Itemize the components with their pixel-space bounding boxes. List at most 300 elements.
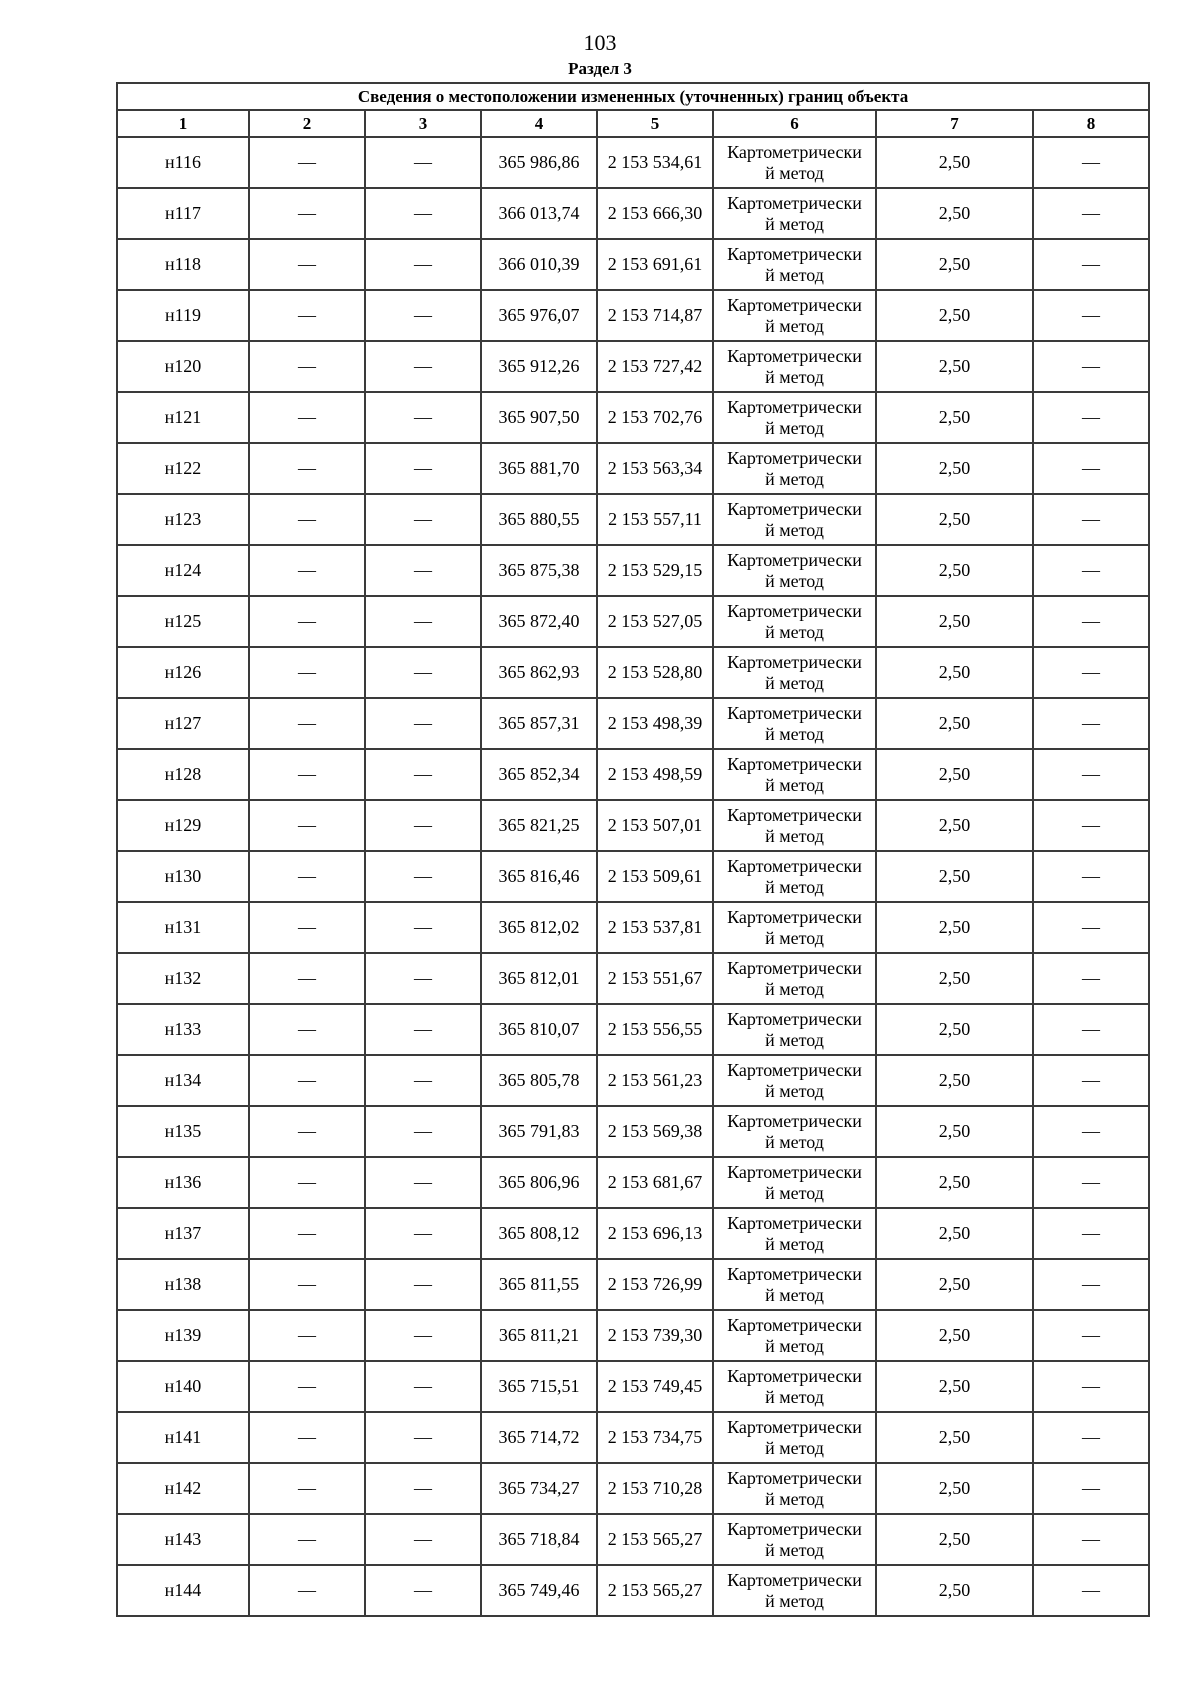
method-line-1: Картометрически — [727, 345, 862, 366]
point-number-cell: н144 — [117, 1565, 249, 1616]
accuracy-cell: 2,50 — [876, 1208, 1033, 1259]
x-coordinate-cell: 365 812,01 — [481, 953, 597, 1004]
y-coordinate-cell: 2 153 528,80 — [597, 647, 713, 698]
y-coordinate-cell: 2 153 691,61 — [597, 239, 713, 290]
method-line-2: й метод — [765, 876, 824, 897]
method-cell — [713, 188, 876, 239]
method-line-2: й метод — [765, 1182, 824, 1203]
column-2-cell: — — [249, 290, 365, 341]
x-coordinate-cell: 365 875,38 — [481, 545, 597, 596]
column-8-cell: — — [1033, 290, 1149, 341]
method-line-1: Картометрически — [727, 1263, 862, 1284]
method-cell — [713, 1463, 876, 1514]
method-cell — [713, 1361, 876, 1412]
column-3-cell: — — [365, 596, 481, 647]
method-cell — [713, 1004, 876, 1055]
table-row — [117, 137, 1149, 188]
method-line-1: Картометрически — [727, 906, 862, 927]
column-2-cell: — — [249, 596, 365, 647]
method-line-2: й метод — [765, 825, 824, 846]
column-2-cell: — — [249, 443, 365, 494]
method-line-2: й метод — [765, 1437, 824, 1458]
method-line-2: й метод — [765, 978, 824, 999]
method-line-2: й метод — [765, 519, 824, 540]
accuracy-cell: 2,50 — [876, 1259, 1033, 1310]
method-line-1: Картометрически — [727, 447, 862, 468]
x-coordinate-cell: 365 812,02 — [481, 902, 597, 953]
column-3-cell: — — [365, 392, 481, 443]
column-2-cell: — — [249, 1004, 365, 1055]
method-cell — [713, 392, 876, 443]
column-8-cell: — — [1033, 1463, 1149, 1514]
x-coordinate-cell: 365 857,31 — [481, 698, 597, 749]
table-row — [117, 290, 1149, 341]
table-row — [117, 902, 1149, 953]
section-title: Раздел 3 — [568, 59, 632, 78]
accuracy-cell: 2,50 — [876, 494, 1033, 545]
point-number-cell: н140 — [117, 1361, 249, 1412]
method-cell — [713, 953, 876, 1004]
method-cell — [713, 1259, 876, 1310]
y-coordinate-cell: 2 153 498,59 — [597, 749, 713, 800]
column-8-cell: — — [1033, 545, 1149, 596]
column-8-cell: — — [1033, 800, 1149, 851]
method-line-1: Картометрически — [727, 804, 862, 825]
column-3-cell: — — [365, 1412, 481, 1463]
column-2-cell: — — [249, 137, 365, 188]
accuracy-cell: 2,50 — [876, 902, 1033, 953]
column-8-cell: — — [1033, 188, 1149, 239]
y-coordinate-cell: 2 153 557,11 — [597, 494, 713, 545]
accuracy-cell: 2,50 — [876, 239, 1033, 290]
method-cell — [713, 800, 876, 851]
table-row — [117, 392, 1149, 443]
point-number-cell: н122 — [117, 443, 249, 494]
column-8-cell: — — [1033, 1310, 1149, 1361]
x-coordinate-cell: 365 805,78 — [481, 1055, 597, 1106]
point-number-cell: н138 — [117, 1259, 249, 1310]
column-3-cell: — — [365, 749, 481, 800]
accuracy-cell: 2,50 — [876, 851, 1033, 902]
x-coordinate-cell: 365 734,27 — [481, 1463, 597, 1514]
method-cell — [713, 1106, 876, 1157]
method-line-2: й метод — [765, 927, 824, 948]
column-3-cell: — — [365, 647, 481, 698]
column-3-cell: — — [365, 1463, 481, 1514]
method-line-2: й метод — [765, 1590, 824, 1611]
y-coordinate-cell: 2 153 529,15 — [597, 545, 713, 596]
method-line-2: й метод — [765, 774, 824, 795]
method-cell — [713, 290, 876, 341]
method-line-1: Картометрически — [727, 243, 862, 264]
y-coordinate-cell: 2 153 527,05 — [597, 596, 713, 647]
column-3-cell: — — [365, 188, 481, 239]
x-coordinate-cell: 365 852,34 — [481, 749, 597, 800]
accuracy-cell: 2,50 — [876, 1310, 1033, 1361]
table-row — [117, 341, 1149, 392]
column-2-cell: — — [249, 392, 365, 443]
column-2-cell: — — [249, 698, 365, 749]
method-cell — [713, 137, 876, 188]
method-line-2: й метод — [765, 1539, 824, 1560]
method-line-1: Картометрически — [727, 1008, 862, 1029]
column-8-cell: — — [1033, 341, 1149, 392]
column-8-cell: — — [1033, 1259, 1149, 1310]
method-line-1: Картометрически — [727, 498, 862, 519]
point-number-cell: н124 — [117, 545, 249, 596]
y-coordinate-cell: 2 153 563,34 — [597, 443, 713, 494]
method-line-1: Картометрически — [727, 294, 862, 315]
point-number-cell: н137 — [117, 1208, 249, 1259]
accuracy-cell: 2,50 — [876, 1157, 1033, 1208]
method-line-2: й метод — [765, 1284, 824, 1305]
method-line-2: й метод — [765, 162, 824, 183]
point-number-cell: н126 — [117, 647, 249, 698]
point-number-cell: н141 — [117, 1412, 249, 1463]
column-8-cell: — — [1033, 494, 1149, 545]
x-coordinate-cell: 365 880,55 — [481, 494, 597, 545]
method-line-1: Картометрически — [727, 1365, 862, 1386]
point-number-cell: н136 — [117, 1157, 249, 1208]
table-row — [117, 1259, 1149, 1310]
point-number-cell: н142 — [117, 1463, 249, 1514]
column-2-cell: — — [249, 1106, 365, 1157]
column-header-8: 8 — [1033, 110, 1149, 137]
column-2-cell: — — [249, 1208, 365, 1259]
y-coordinate-cell: 2 153 696,13 — [597, 1208, 713, 1259]
column-2-cell: — — [249, 239, 365, 290]
point-number-cell: н128 — [117, 749, 249, 800]
column-8-cell: — — [1033, 392, 1149, 443]
column-3-cell: — — [365, 1106, 481, 1157]
method-line-2: й метод — [765, 417, 824, 438]
column-8-cell: — — [1033, 953, 1149, 1004]
column-2-cell: — — [249, 902, 365, 953]
method-line-2: й метод — [765, 1131, 824, 1152]
column-3-cell: — — [365, 1259, 481, 1310]
method-line-1: Картометрически — [727, 1518, 862, 1539]
table-row — [117, 1463, 1149, 1514]
method-cell — [713, 239, 876, 290]
column-3-cell: — — [365, 341, 481, 392]
point-number-cell: н132 — [117, 953, 249, 1004]
method-line-2: й метод — [765, 366, 824, 387]
method-line-1: Картометрически — [727, 1467, 862, 1488]
method-line-2: й метод — [765, 570, 824, 591]
x-coordinate-cell: 365 881,70 — [481, 443, 597, 494]
x-coordinate-cell: 365 791,83 — [481, 1106, 597, 1157]
method-line-1: Картометрически — [727, 1059, 862, 1080]
accuracy-cell: 2,50 — [876, 953, 1033, 1004]
table-row — [117, 1055, 1149, 1106]
table-row — [117, 1004, 1149, 1055]
method-line-1: Картометрически — [727, 957, 862, 978]
table-row — [117, 188, 1149, 239]
y-coordinate-cell: 2 153 710,28 — [597, 1463, 713, 1514]
point-number-cell: н125 — [117, 596, 249, 647]
method-line-1: Картометрически — [727, 651, 862, 672]
point-number-cell: н123 — [117, 494, 249, 545]
table-row — [117, 1412, 1149, 1463]
method-cell — [713, 596, 876, 647]
column-2-cell: — — [249, 1157, 365, 1208]
column-2-cell: — — [249, 800, 365, 851]
table-row — [117, 1208, 1149, 1259]
column-8-cell: — — [1033, 443, 1149, 494]
column-3-cell: — — [365, 443, 481, 494]
method-cell — [713, 494, 876, 545]
point-number-cell: н135 — [117, 1106, 249, 1157]
column-3-cell: — — [365, 1208, 481, 1259]
column-8-cell: — — [1033, 239, 1149, 290]
point-number-cell: н143 — [117, 1514, 249, 1565]
y-coordinate-cell: 2 153 561,23 — [597, 1055, 713, 1106]
table-row — [117, 1310, 1149, 1361]
table-row — [117, 749, 1149, 800]
point-number-cell: н116 — [117, 137, 249, 188]
accuracy-cell: 2,50 — [876, 1412, 1033, 1463]
accuracy-cell: 2,50 — [876, 545, 1033, 596]
column-2-cell: — — [249, 1361, 365, 1412]
point-number-cell: н133 — [117, 1004, 249, 1055]
y-coordinate-cell: 2 153 714,87 — [597, 290, 713, 341]
point-number-cell: н131 — [117, 902, 249, 953]
method-cell — [713, 647, 876, 698]
table-row — [117, 239, 1149, 290]
column-2-cell: — — [249, 545, 365, 596]
method-line-1: Картометрически — [727, 753, 862, 774]
accuracy-cell: 2,50 — [876, 137, 1033, 188]
table-row — [117, 494, 1149, 545]
column-8-cell: — — [1033, 1157, 1149, 1208]
column-3-cell: — — [365, 545, 481, 596]
accuracy-cell: 2,50 — [876, 1463, 1033, 1514]
method-line-1: Картометрически — [727, 192, 862, 213]
x-coordinate-cell: 365 715,51 — [481, 1361, 597, 1412]
accuracy-cell: 2,50 — [876, 647, 1033, 698]
point-number-cell: н117 — [117, 188, 249, 239]
column-header-5: 5 — [597, 110, 713, 137]
y-coordinate-cell: 2 153 681,67 — [597, 1157, 713, 1208]
method-line-2: й метод — [765, 672, 824, 693]
table-caption-row — [117, 83, 1149, 110]
y-coordinate-cell: 2 153 551,67 — [597, 953, 713, 1004]
point-number-cell: н120 — [117, 341, 249, 392]
method-line-1: Картометрически — [727, 1569, 862, 1590]
table-row — [117, 1157, 1149, 1208]
method-cell — [713, 902, 876, 953]
method-cell — [713, 749, 876, 800]
column-3-cell: — — [365, 239, 481, 290]
table-row — [117, 443, 1149, 494]
column-8-cell: — — [1033, 749, 1149, 800]
column-3-cell: — — [365, 1004, 481, 1055]
column-header-1: 1 — [117, 110, 249, 137]
column-2-cell: — — [249, 341, 365, 392]
x-coordinate-cell: 365 810,07 — [481, 1004, 597, 1055]
method-line-1: Картометрически — [727, 141, 862, 162]
x-coordinate-cell: 365 862,93 — [481, 647, 597, 698]
column-2-cell: — — [249, 647, 365, 698]
column-2-cell: — — [249, 1412, 365, 1463]
column-3-cell: — — [365, 1361, 481, 1412]
column-8-cell: — — [1033, 137, 1149, 188]
column-3-cell: — — [365, 137, 481, 188]
y-coordinate-cell: 2 153 569,38 — [597, 1106, 713, 1157]
column-8-cell: — — [1033, 1514, 1149, 1565]
method-cell — [713, 1310, 876, 1361]
accuracy-cell: 2,50 — [876, 1004, 1033, 1055]
method-line-1: Картометрически — [727, 396, 862, 417]
x-coordinate-cell: 365 816,46 — [481, 851, 597, 902]
page-number: 103 — [583, 30, 617, 55]
boundary-coordinates-table — [116, 82, 1150, 1617]
accuracy-cell: 2,50 — [876, 698, 1033, 749]
accuracy-cell: 2,50 — [876, 392, 1033, 443]
y-coordinate-cell: 2 153 534,61 — [597, 137, 713, 188]
column-3-cell: — — [365, 698, 481, 749]
method-line-2: й метод — [765, 1335, 824, 1356]
table-row — [117, 1514, 1149, 1565]
column-3-cell: — — [365, 800, 481, 851]
column-8-cell: — — [1033, 1361, 1149, 1412]
column-header-row — [117, 110, 1149, 137]
x-coordinate-cell: 366 013,74 — [481, 188, 597, 239]
method-cell — [713, 698, 876, 749]
method-line-2: й метод — [765, 1029, 824, 1050]
column-8-cell: — — [1033, 1565, 1149, 1616]
accuracy-cell: 2,50 — [876, 1106, 1033, 1157]
method-cell — [713, 443, 876, 494]
x-coordinate-cell: 365 811,55 — [481, 1259, 597, 1310]
method-line-1: Картометрически — [727, 855, 862, 876]
table-row — [117, 1106, 1149, 1157]
column-3-cell: — — [365, 851, 481, 902]
x-coordinate-cell: 365 718,84 — [481, 1514, 597, 1565]
x-coordinate-cell: 365 821,25 — [481, 800, 597, 851]
point-number-cell: н129 — [117, 800, 249, 851]
table-row — [117, 1565, 1149, 1616]
column-header-4: 4 — [481, 110, 597, 137]
x-coordinate-cell: 365 976,07 — [481, 290, 597, 341]
table-row — [117, 647, 1149, 698]
table-row — [117, 953, 1149, 1004]
table-row — [117, 800, 1149, 851]
y-coordinate-cell: 2 153 498,39 — [597, 698, 713, 749]
method-cell — [713, 1055, 876, 1106]
y-coordinate-cell: 2 153 739,30 — [597, 1310, 713, 1361]
accuracy-cell: 2,50 — [876, 596, 1033, 647]
table-caption: Сведения о местоположении измененных (уточненных) границ объекта — [117, 83, 1149, 110]
method-line-2: й метод — [765, 468, 824, 489]
method-cell — [713, 1208, 876, 1259]
column-2-cell: — — [249, 1055, 365, 1106]
column-8-cell: — — [1033, 698, 1149, 749]
accuracy-cell: 2,50 — [876, 749, 1033, 800]
accuracy-cell: 2,50 — [876, 341, 1033, 392]
method-line-2: й метод — [765, 1488, 824, 1509]
y-coordinate-cell: 2 153 556,55 — [597, 1004, 713, 1055]
y-coordinate-cell: 2 153 509,61 — [597, 851, 713, 902]
column-3-cell: — — [365, 1565, 481, 1616]
column-2-cell: — — [249, 851, 365, 902]
method-line-1: Картометрически — [727, 549, 862, 570]
y-coordinate-cell: 2 153 507,01 — [597, 800, 713, 851]
x-coordinate-cell: 365 811,21 — [481, 1310, 597, 1361]
table-row — [117, 851, 1149, 902]
table-row — [117, 545, 1149, 596]
column-2-cell: — — [249, 1463, 365, 1514]
y-coordinate-cell: 2 153 565,27 — [597, 1514, 713, 1565]
method-line-1: Картометрически — [727, 702, 862, 723]
accuracy-cell: 2,50 — [876, 1361, 1033, 1412]
x-coordinate-cell: 365 806,96 — [481, 1157, 597, 1208]
method-line-1: Картометрически — [727, 1314, 862, 1335]
column-2-cell: — — [249, 749, 365, 800]
column-8-cell: — — [1033, 1106, 1149, 1157]
table-row — [117, 596, 1149, 647]
column-3-cell: — — [365, 1310, 481, 1361]
column-8-cell: — — [1033, 1208, 1149, 1259]
y-coordinate-cell: 2 153 726,99 — [597, 1259, 713, 1310]
method-cell — [713, 1565, 876, 1616]
accuracy-cell: 2,50 — [876, 1565, 1033, 1616]
column-2-cell: — — [249, 494, 365, 545]
method-line-1: Картометрически — [727, 1212, 862, 1233]
column-3-cell: — — [365, 1514, 481, 1565]
point-number-cell: н121 — [117, 392, 249, 443]
table-row — [117, 698, 1149, 749]
column-2-cell: — — [249, 1565, 365, 1616]
method-line-1: Картометрически — [727, 1161, 862, 1182]
method-line-2: й метод — [765, 1386, 824, 1407]
column-3-cell: — — [365, 1055, 481, 1106]
point-number-cell: н119 — [117, 290, 249, 341]
y-coordinate-cell: 2 153 537,81 — [597, 902, 713, 953]
column-header-2: 2 — [249, 110, 365, 137]
method-line-2: й метод — [765, 1080, 824, 1101]
y-coordinate-cell: 2 153 727,42 — [597, 341, 713, 392]
method-cell — [713, 1514, 876, 1565]
method-line-2: й метод — [765, 723, 824, 744]
x-coordinate-cell: 365 986,86 — [481, 137, 597, 188]
accuracy-cell: 2,50 — [876, 443, 1033, 494]
y-coordinate-cell: 2 153 702,76 — [597, 392, 713, 443]
column-8-cell: — — [1033, 596, 1149, 647]
column-3-cell: — — [365, 290, 481, 341]
method-line-2: й метод — [765, 315, 824, 336]
point-number-cell: н118 — [117, 239, 249, 290]
y-coordinate-cell: 2 153 666,30 — [597, 188, 713, 239]
column-8-cell: — — [1033, 851, 1149, 902]
column-3-cell: — — [365, 494, 481, 545]
method-line-1: Картометрически — [727, 1110, 862, 1131]
x-coordinate-cell: 366 010,39 — [481, 239, 597, 290]
x-coordinate-cell: 365 749,46 — [481, 1565, 597, 1616]
x-coordinate-cell: 365 714,72 — [481, 1412, 597, 1463]
column-8-cell: — — [1033, 647, 1149, 698]
column-8-cell: — — [1033, 1004, 1149, 1055]
point-number-cell: н130 — [117, 851, 249, 902]
column-header-7: 7 — [876, 110, 1033, 137]
point-number-cell: н127 — [117, 698, 249, 749]
y-coordinate-cell: 2 153 565,27 — [597, 1565, 713, 1616]
accuracy-cell: 2,50 — [876, 188, 1033, 239]
accuracy-cell: 2,50 — [876, 1514, 1033, 1565]
column-2-cell: — — [249, 188, 365, 239]
column-2-cell: — — [249, 1514, 365, 1565]
accuracy-cell: 2,50 — [876, 800, 1033, 851]
